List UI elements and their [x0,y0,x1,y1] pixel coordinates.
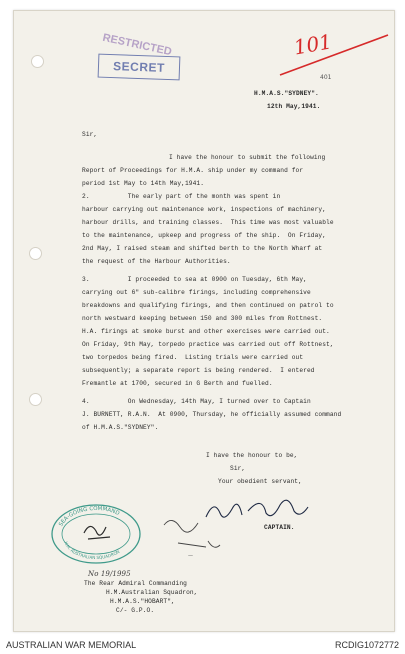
letter-date: 12th May,1941. [267,103,321,110]
round-stamp [50,503,142,565]
round-stamp-inner-text: H.M. AUSTRALIAN SQUADRON [63,540,121,561]
body-line: to the maintenance, upkeep and progress of the ship. On Friday, [82,232,327,239]
body-line: harbour carrying out maintenance work, inspections of machinery, [82,206,327,213]
body-line: 2. The early part of the month was spent in [82,193,281,200]
addressee-line: C/- G.P.O. [116,607,155,614]
punch-hole [29,247,42,260]
body-line: carrying out 6" sub-calibre firings, including comprehensive [82,289,311,296]
punch-hole [29,393,42,406]
body-line: harbour drills, and training classes. This time was most valuable [82,219,334,226]
salutation: Sir, [82,131,98,138]
body-line: north westward keeping between 150 and 300 miles from Rottnest. [82,315,323,322]
svg-text:—: — [188,553,193,559]
footer-source: AUSTRALIAN WAR MEMORIAL [6,640,137,650]
closing-line: Your obedient servant, [218,478,302,485]
body-line: H.A. firings at smoke burst and other exercises were carried out. [82,328,330,335]
body-line: of H.M.A.S."SYDNEY". [82,424,159,431]
body-line: Report of Proceedings for H.M.A. ship under my command for [82,167,304,174]
body-line: 4. On Wednesday, 14th May, I turned over to Captain [82,398,311,405]
body-line: period 1st May to 14th May,1941. [82,180,205,187]
body-line: 2nd May, I raised steam and shifted berth to the North Wharf at [82,245,323,252]
addressee-line: H.M.A.S."HOBART", [110,598,175,605]
folio-annotation [274,25,394,89]
body-line: Fremantle at 1700, secured in G Berth and fuelled. [82,380,273,387]
secret-stamp [98,54,181,81]
captain-signature [202,489,312,529]
footer-bar [0,638,405,654]
secret-stamp-text: SECRET [112,59,166,75]
round-stamp-outer-text: SEA-GOING COMMAND [58,505,121,528]
restricted-stamp: RESTRICTED [101,31,173,59]
body-line: subsequently; a separate report is being rendered. I entered [82,367,315,374]
closing-line: Sir, [230,465,246,472]
body-line: 3. I proceeded to sea at 0900 on Tuesday, 6th May, [82,276,307,283]
signature-rank: CAPTAIN. [264,524,295,531]
body-line: I have the honour to submit the following [169,154,326,161]
body-line: On Friday, 9th May, torpedo practice was carried out off Rottnest, [82,341,334,348]
document-page [13,10,395,632]
folio-small: 401 [320,74,332,81]
ship-header: H.M.A.S."SYDNEY". [254,90,319,97]
reference-number: No 19/1995 [88,570,131,578]
body-line: the request of the Harbour Authorities. [82,258,231,265]
body-line: breakdowns and qualifying firings, and then continued on patrol to [82,302,334,309]
footer-id: RCDIG1072772 [334,640,399,650]
folio-number: 101 [291,29,334,60]
body-line: J. BURNETT, R.A.N. At 0900, Thursday, he officially assumed command [82,411,342,418]
addressee-line: H.M.Australian Squadron, [106,589,198,596]
closing-line: I have the honour to be, [206,452,298,459]
body-line: two torpedos being fired. Listing trials were carried out [82,354,304,361]
addressee-line: The Rear Admiral Commanding [84,580,187,587]
punch-hole [31,55,44,68]
